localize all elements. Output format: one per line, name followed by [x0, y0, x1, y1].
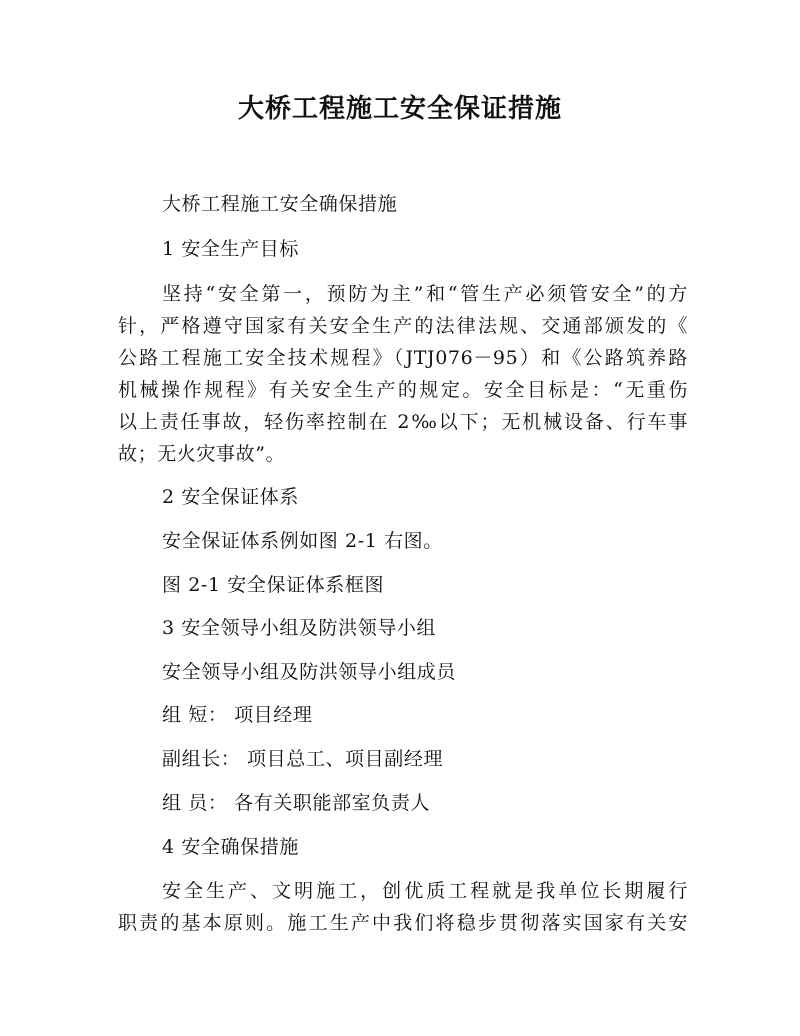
paragraph-4-line-1: 安全生产、文明施工，创优质工程就是我单位长期履行 [162, 880, 688, 902]
paragraph-4-line-2: 职责的基本原则。施工生产中我们将稳步贯彻落实国家有关安 [118, 912, 688, 934]
paragraph-1-line-2: 针，严格遵守国家有关安全生产的法律法规、交通部颁发的《 [118, 315, 688, 337]
figure-caption: 图 2-1 安全保证体系框图 [162, 574, 385, 596]
paragraph-1-line-3: 公路工程施工安全技术规程》（JTJ076－95）和《公路筑养路 [118, 347, 688, 369]
section-4-heading: 4 安全确保措施 [162, 836, 299, 858]
deputy-leader-line: 副组长： 项目总工、项目副经理 [162, 748, 444, 770]
paragraph-1-line-6: 故；无火灾事故”。 [118, 443, 286, 465]
section-2-heading: 2 安全保证体系 [162, 486, 299, 508]
paragraph-1-line-4: 机械操作规程》有关安全生产的规定。安全目标是：“无重伤 [118, 379, 688, 401]
paragraph-1-line-1: 坚持“安全第一，预防为主”和“管生产必须管安全”的方 [162, 283, 688, 305]
section-1-heading: 1 安全生产目标 [162, 238, 299, 260]
section-3-text: 安全领导小组及防洪领导小组成员 [162, 661, 457, 683]
paragraph-1-line-5: 以上责任事故，轻伤率控制在 2‰以下；无机械设备、行车事 [118, 411, 688, 433]
section-intro-heading: 大桥工程施工安全确保措施 [162, 193, 398, 215]
document-title: 大桥工程施工安全保证措施 [237, 94, 562, 124]
section-2-text: 安全保证体系例如图 2-1 右图。 [162, 530, 443, 552]
team-members-line: 组 员： 各有关职能部室负责人 [162, 792, 431, 814]
section-3-heading: 3 安全领导小组及防洪领导小组 [162, 617, 437, 639]
team-leader-line: 组 短： 项目经理 [162, 704, 313, 726]
